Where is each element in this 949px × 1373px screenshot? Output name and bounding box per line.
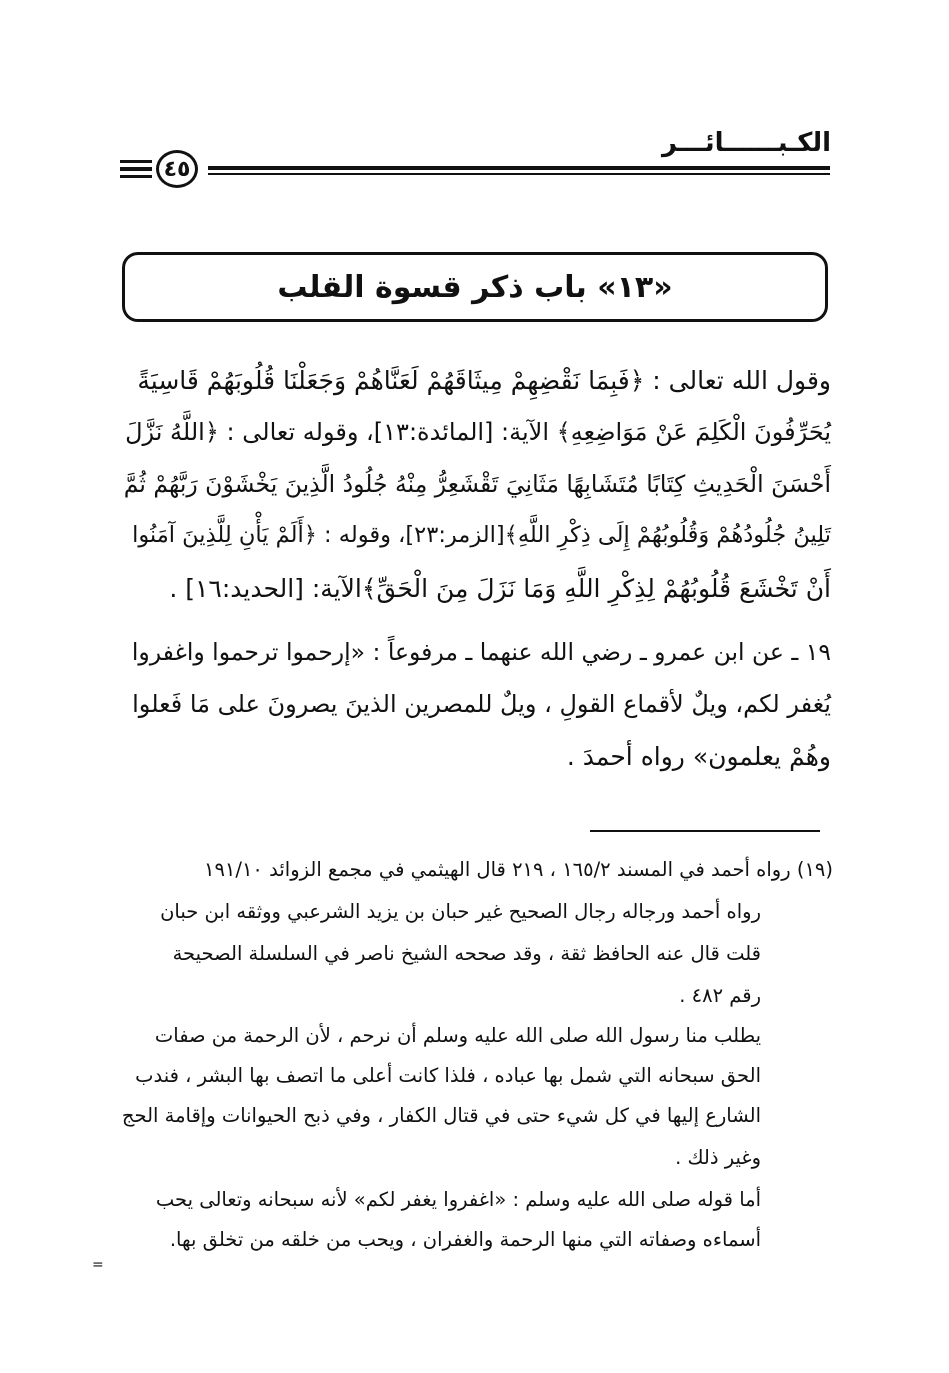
footnote-line: رقم ٤٨٢ .	[679, 984, 761, 1007]
intro-line: أَنْ تَخْشَعَ قُلُوبُهُمْ لِذِكْرِ اللَّهِ وَمَا نَزَلَ مِنَ الْحَقِّ﴾الآية: [الحديد:١٦] .	[169, 574, 831, 603]
intro-line: وقول الله تعالى : ﴿فَبِمَا نَقْضِهِمْ مِيثَاقَهُمْ لَعَنَّاهُمْ وَجَعَلْنَا قُلُوبَهُمْ قَاسِيَةً	[137, 366, 831, 395]
hadith-line: ١٩ ـ عن ابن عمرو ـ رضي الله عنهما ـ مرفوعاً : «إرحموا ترحموا واغفروا	[131, 638, 831, 666]
footnote-line: الشارع إليها في كل شيء حتى في قتال الكفار ، وفي ذبح الحيوانات وإقامة الحج	[121, 1104, 761, 1127]
hadith-line: وهُمْ يعلمون» رواه أحمدَ .	[566, 742, 831, 771]
header-bar-left-2	[120, 167, 152, 171]
chapter-title-box	[122, 252, 828, 322]
footnote-line: أسماءه وصفاته التي منها الرحمة والغفران ، ويحب من خلقه من تخلق بها.	[169, 1228, 761, 1251]
intro-line: يُحَرِّفُونَ الْكَلِمَ عَنْ مَوَاضِعِهِ﴾ الآية: [المائدة:١٣]، وقوله تعالى : ﴿اللَّهُ نَزَّلَ	[125, 418, 831, 446]
footnote-line: وغير ذلك .	[675, 1146, 761, 1169]
hadith-line: يُغفر لكم، ويلٌ لأقماع القولِ ، ويلٌ للمصرين الذينَ يصرونَ على مَا فَعلوا	[132, 690, 831, 718]
margin-mark: =	[92, 1257, 104, 1273]
header-bar-left-1	[120, 160, 152, 163]
footnote-line: (١٩) رواه أحمد في المسند ١٦٥/٢ ، ٢١٩ قال الهيثمي في مجمع الزوائد ١٩١/١٠	[203, 858, 833, 881]
header-bar-left-3	[120, 175, 152, 178]
header-rule-bottom	[208, 173, 830, 175]
page-number: ٤٥	[156, 150, 198, 188]
footnote-line: أما قوله صلى الله عليه وسلم : «اغفروا يغفر لكم» لأنه سبحانه وتعالى يحب	[155, 1188, 761, 1211]
footnote-line: قلت قال عنه الحافظ ثقة ، وقد صححه الشيخ ناصر في السلسلة الصحيحة	[172, 942, 761, 965]
chapter-title: «١٣» باب ذكر قسوة القلب	[277, 269, 673, 305]
intro-line: تَلِينُ جُلُودُهُمْ وَقُلُوبُهُمْ إِلَى ذِكْرِ اللَّهِ﴾[الزمر:٢٣]، وقوله : ﴿أَلَمْ يَأْنِ لِلَّذِينَ آمَنُوا	[132, 522, 831, 548]
footnote-separator	[590, 830, 820, 832]
footnote-line: رواه أحمد ورجاله رجال الصحيح غير حبان بن يزيد الشرعبي ووثقه ابن حبان	[160, 900, 761, 923]
footnote-line: يطلب منا رسول الله صلى الله عليه وسلم أن نرحم ، لأن الرحمة من صفات	[154, 1024, 761, 1047]
running-title: الكـبــــــائـــر	[662, 128, 831, 158]
intro-line: أَحْسَنَ الْحَدِيثِ كِتَابًا مُتَشَابِهًا مَثَانِيَ تَقْشَعِرُّ مِنْهُ جُلُودُ الَّذِينَ يَخْشَوْنَ رَبَّهُمْ ثُمَّ	[123, 470, 831, 498]
header-rule-top	[208, 166, 830, 170]
footnote-line: الحق سبحانه التي شمل بها عباده ، فلذا كانت أعلى ما اتصف بها البشر ، فندب	[135, 1064, 761, 1087]
